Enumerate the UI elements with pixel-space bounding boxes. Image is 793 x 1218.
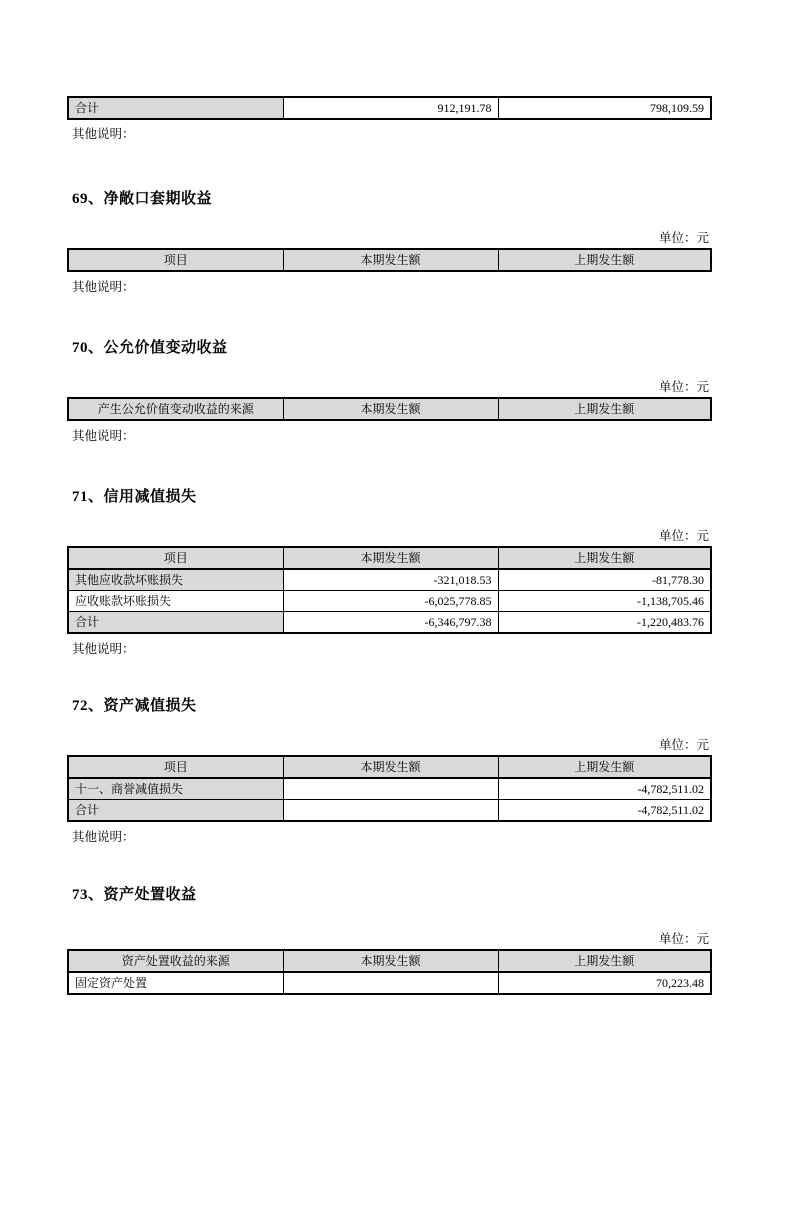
- section-71-table: [67, 546, 712, 634]
- column-header-current: 本期发生额: [283, 249, 498, 271]
- column-header-current: 本期发生额: [283, 547, 498, 569]
- section-73-heading: 73、资产处置收益: [72, 887, 197, 903]
- amount-prior-period: -4,782,511.02: [498, 800, 711, 822]
- amount-prior-period: -81,778.30: [498, 569, 711, 591]
- table-header-row: [68, 547, 711, 569]
- unit-label: 单位：元: [658, 380, 709, 394]
- row-label: 固定资产处置: [68, 972, 283, 994]
- section-72-heading: 72、资产减值损失: [72, 698, 197, 714]
- column-header-item: 项目: [68, 756, 283, 778]
- row-label-total: 合计: [68, 800, 283, 822]
- table-header-row: [68, 249, 711, 271]
- amount-prior-period: -4,782,511.02: [498, 778, 711, 800]
- table-header-row: [68, 756, 711, 778]
- column-header-prior: 上期发生额: [498, 547, 711, 569]
- row-label: 应收账款坏账损失: [68, 591, 283, 612]
- table-row: [68, 569, 711, 591]
- unit-label: 单位：元: [658, 231, 709, 245]
- section-72-table: [67, 755, 712, 822]
- amount-prior-period: -1,220,483.76: [498, 612, 711, 634]
- amount-prior-period: -1,138,705.46: [498, 591, 711, 612]
- section-70-heading: 70、公允价值变动收益: [72, 340, 228, 356]
- amount-current-period: -321,018.53: [283, 569, 498, 591]
- table-row: [68, 800, 711, 822]
- section-70-table: [67, 397, 712, 421]
- table-header-row: [68, 398, 711, 420]
- table-row: [68, 778, 711, 800]
- column-header-item: 项目: [68, 249, 283, 271]
- other-note: 其他说明：: [72, 127, 135, 141]
- amount-prior-period: 70,223.48: [498, 972, 711, 994]
- column-header-prior: 上期发生额: [498, 398, 711, 420]
- table-row: [68, 97, 711, 119]
- section-73-table: [67, 949, 712, 995]
- other-note: 其他说明：: [72, 280, 135, 294]
- amount-current-period: [283, 800, 498, 822]
- column-header-prior: 上期发生额: [498, 756, 711, 778]
- row-label: 其他应收款坏账损失: [68, 569, 283, 591]
- unit-label: 单位：元: [658, 932, 709, 946]
- column-header-prior: 上期发生额: [498, 249, 711, 271]
- amount-prior-period: 798,109.59: [498, 97, 711, 119]
- amount-current-period: [283, 972, 498, 994]
- column-header-current: 本期发生额: [283, 950, 498, 972]
- column-header-source: 资产处置收益的来源: [68, 950, 283, 972]
- row-label: 十一、商誉减值损失: [68, 778, 283, 800]
- other-note: 其他说明：: [72, 642, 135, 656]
- amount-current-period: -6,025,778.85: [283, 591, 498, 612]
- report-page-content: [67, 96, 710, 995]
- other-note: 其他说明：: [72, 830, 135, 844]
- row-label-total: 合计: [68, 612, 283, 634]
- table-row: [68, 972, 711, 994]
- column-header-prior: 上期发生额: [498, 950, 711, 972]
- column-header-current: 本期发生额: [283, 398, 498, 420]
- section-69-table: [67, 248, 712, 272]
- table-row: [68, 612, 711, 634]
- column-header-source: 产生公允价值变动收益的来源: [68, 398, 283, 420]
- section-71-heading: 71、信用减值损失: [72, 489, 197, 505]
- column-header-item: 项目: [68, 547, 283, 569]
- column-header-current: 本期发生额: [283, 756, 498, 778]
- other-note: 其他说明：: [72, 429, 135, 443]
- carryover-total-table: [67, 96, 712, 120]
- row-label-total: 合计: [68, 97, 283, 119]
- unit-label: 单位：元: [658, 529, 709, 543]
- amount-current-period: -6,346,797.38: [283, 612, 498, 634]
- amount-current-period: 912,191.78: [283, 97, 498, 119]
- amount-current-period: [283, 778, 498, 800]
- table-row: [68, 591, 711, 612]
- table-header-row: [68, 950, 711, 972]
- section-69-heading: 69、净敞口套期收益: [72, 191, 213, 207]
- unit-label: 单位：元: [658, 738, 709, 752]
